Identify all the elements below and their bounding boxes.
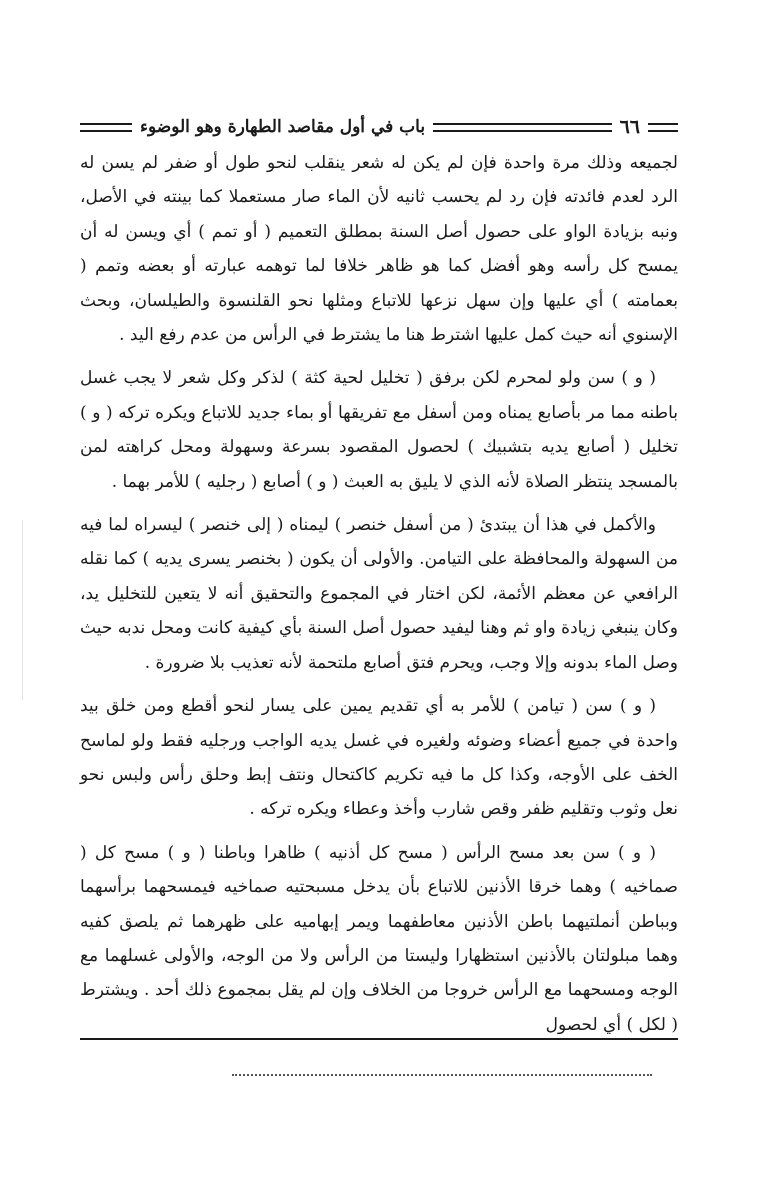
header-rule-left — [80, 123, 132, 132]
paragraph: ( و ) سن بعد مسح الرأس ( مسح كل أذنيه ) ظاهرا وباطنا ( و ) مسح كل ( صماخيه ) وهما خرقا الأذنين للاتباع بأن يدخل مسبحتيه صماخيه فيمسحهما برأسهما وبباطن أنملتيهما باطن الأذنين معاطفهما ويمر إبهاميه على ظهرهما ثم يلصق كفيه وهما مبلولتان بالأذنين استظهارا وليستا من الرأس ولا من الوجه، والأولى غسلهما مع الوجه ومسحهما مع الرأس خروجا من الخلاف وإن لم يقل بمجموع ذلك أحد . ويشترط ( لكل ) أي لحصول — [80, 842, 678, 1035]
footnote-separator — [80, 1038, 678, 1040]
chapter-title: باب في أول مقاصد الطهارة وهو الوضوء — [140, 117, 426, 137]
paragraph: لجميعه وذلك مرة واحدة فإن لم يكن له شعر ينقلب لنحو طول أو ضفر لم يسن له الرد لعدم فائدته فإن رد لم يحسب ثانيه لأن الماء صار مستعملا كما بينته في الأصل، ونبه بزيادة الواو على حصول أصل السنة بمطلق التعميم ( أو تمم ) أي ويسن له أن يمسح كل رأسه وهو أفضل كما هو ظاهر خلافا لما توهمه عبارته أو بعضه وتمم ( بعمامته ) أي عليها وإن سهل نزعها للاتباع ومثلها نحو القلنسوة والطيلسان، وبحث الإسنوي أنه حيث كمل عليها اشترط هنا ما يشترط في الرأس من عدم رفع اليد . — [80, 153, 678, 346]
running-header — [80, 110, 678, 144]
paragraph: ( و ) سن ( تيامن ) للأمر به أي تقديم يمين على يسار لنحو أقطع ومن خلق بيد واحدة في جميع أعضاء وضوئه ولغيره في غسل يديه الواجب ورجليه فقط ولو لماسح الخف على الأوجه، وكذا كل ما فيه تكريم كاكتحال ونتف إبط وحلق رأس ولبس نحو نعل وثوب وتقليم ظفر وقص شارب وأخذ وعطاء ويكره تركه . — [80, 696, 678, 820]
paragraph: والأكمل في هذا أن يبتدئ ( من أسفل خنصر ) ليمناه ( إلى خنصر ) ليسراه لما فيه من السهولة والمحافظة على التيامن. والأولى أن يكون ( بخنصر يسرى يديه ) كما نقله الرافعي عن معظم الأئمة، لكن اختار في المجموع والتحقيق أنه لا يتعين للتخليل يد، وكان ينبغي زيادة واو ثم وهنا ليفيد حصول أصل السنة بأي كيفية كانت ومحل ندبه حيث وصل الماء بدونه وإلا وجب، ويحرم فتق أصابع ملتحمة لأنه تعذيب بلا ضرورة . — [80, 515, 678, 673]
header-rule-middle — [433, 123, 611, 132]
paragraph: ( و ) سن ولو لمحرم لكن برفق ( تخليل لحية كثة ) لذكر وكل شعر لا يجب غسل باطنه مما مر بأصابع يمناه ومن أسفل مع تفريقها أو بماء جديد للاتباع ويكره تركه ( و ) تخليل ( أصابع يديه بتشبيك ) لحصول المقصود بسرعة وسهولة ومحل كراهته لمن بالمسجد ينتظر الصلاة لأنه الذي لا يليق به العبث ( و ) أصابع ( رجليه ) للأمر بهما . — [80, 368, 678, 492]
main-text — [80, 146, 678, 1051]
header-rule-right — [648, 123, 678, 132]
page-number: ٦٦ — [619, 116, 640, 138]
footnote-dotted-line — [232, 1074, 652, 1076]
scan-margin-shadow — [22, 520, 23, 700]
